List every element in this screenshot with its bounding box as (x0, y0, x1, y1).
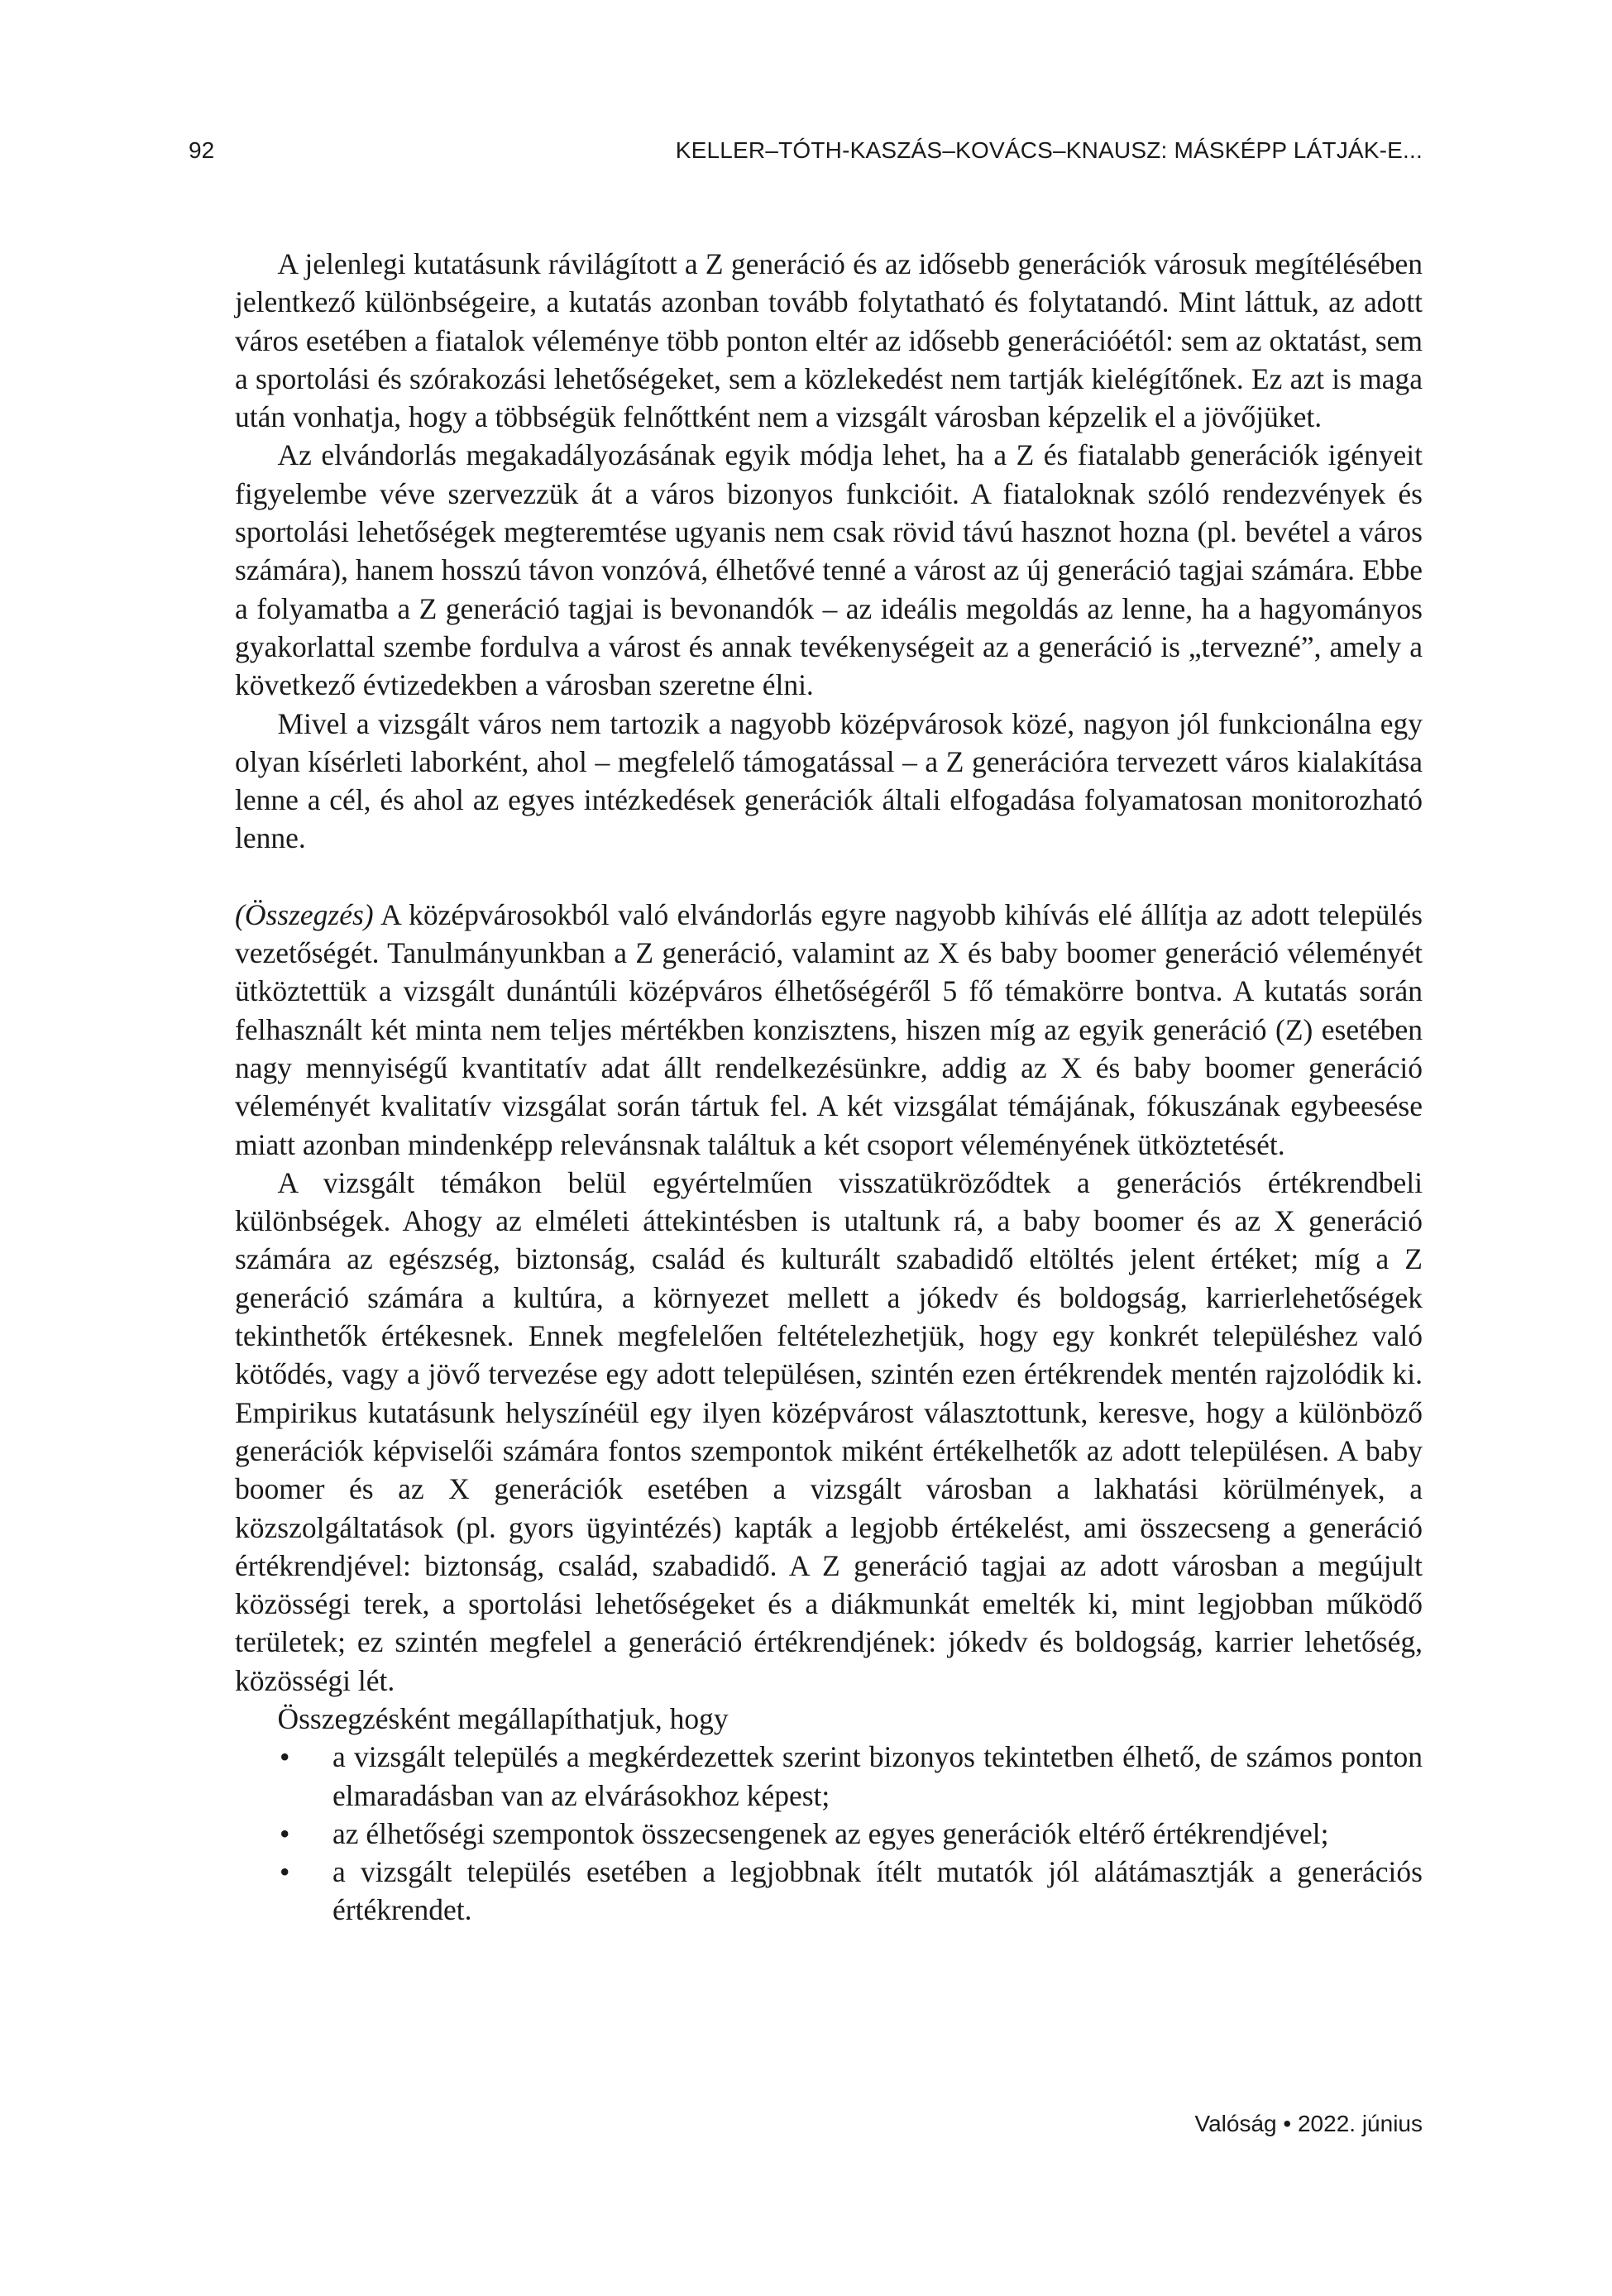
running-title: KELLER–TÓTH-KASZÁS–KOVÁCS–KNAUSZ: MÁSKÉPP LÁTJÁK-E... (675, 137, 1423, 163)
article-body (235, 245, 1423, 1930)
paragraph: Mivel a vizsgált város nem tartozik a nagyobb középvárosok közé, nagyon jól funkcionálna egy olyan kísérleti laborként, ahol – megfelelő támogatással – a Z generációra tervezett város kialakítása lenne a cél, és ahol az egyes intézkedések generációk általi elfogadása folyamatosan monitorozható lenne. (235, 706, 1423, 855)
bullet-icon: • (280, 1816, 290, 1850)
paragraph: Az elvándorlás megakadályozásának egyik módja lehet, ha a Z és fiatalabb generációk igényeit figyelembe véve szervezzük át a város bizonyos funkcióit. A fiataloknak szóló rendezvények és sportolási lehetőségek megteremtése ugyanis nem csak rövid távú hasznot hozna (pl. bevétel a város számára), hanem hosszú távon vonzóvá, élhetővé tenné a várost az új generáció tagjai számára. Ebbe a folyamatba a Z generáció tagjai is bevonandók – az ideális megoldás az lenne, ha a hagyományos gyakorlattal szembe fordulva a várost és annak tevékenységeit az a generáció is „tervezné”, amely a következő évtizedekben a városban szeretne élni. (235, 438, 1423, 702)
conclusion-intro: Összegzésként megállapíthatjuk, hogy (277, 1701, 729, 1735)
conclusion-list (235, 1738, 1423, 1929)
list-item-text: az élhetőségi szempontok összecsengenek az egyes generációk eltérő értékrendjével; (332, 1816, 1329, 1850)
list-item (280, 1738, 1423, 1815)
summary-lead: (Összegzés) (235, 897, 374, 931)
paragraph: A vizsgált témákon belül egyértelműen visszatükröződtek a generációs értékrendbeli különbségek. Ahogy az elméleti áttekintésben is utaltunk rá, a baby boomer és az X generáció számára az egészség, biztonság, család és kulturált szabadidő eltöltés jelent értéket; míg a Z generáció számára a kultúra, a környezet mellett a jókedv és boldogság, karrierlehetőségek tekinthetők értékesnek. Ennek megfelelően feltételezhetjük, hogy egy konkrét településhez való kötődés, vagy a jövő tervezése egy adott településen, szintén ezen értékrendek mentén rajzolódik ki. Empirikus kutatásunk helyszínéül egy ilyen középvárost választottunk, keresve, hogy a különböző generációk képviselői számára fontos szempontok miként értékelhetők az adott településen. A baby boomer és az X generációk esetében a vizsgált városban a lakhatási körülmények, a közszolgáltatások (pl. gyors ügyintézés) kapták a legjobb értékelést, ami összecseng a generáció értékrendjével: biztonság, család, szabadidő. A Z generáció tagjai az adott városban a megújult közösségi terek, a sportolási lehetőségeket és a diákmunkát emelték ki, mint legjobban működő területek; ez szintén megfelel a generáció értékrendjének: jókedv és boldogság, karrier lehetőség, közösségi lét. (235, 1165, 1423, 1697)
paragraph: A jelenlegi kutatásunk rávilágított a Z generáció és az idősebb generációk városuk megítélésében jelentkező különbségeire, a kutatás azonban tovább folytatható és folytatandó. Mint láttuk, az adott város esetében a fiatalok véleménye több ponton eltér az idősebb generációétól: sem az oktatást, sem a sportolási és szórakozási lehetőségeket, sem a közlekedést nem tartják kielégítőnek. Ez azt is maga után vonhatja, hogy a többségük felnőttként nem a vizsgált városban képzelik el a jövőjüket. (235, 247, 1423, 434)
bullet-icon: • (280, 1740, 290, 1774)
page-header (189, 134, 1423, 167)
summary-text: A középvárosokból való elvándorlás egyre nagyobb kihívás elé állítja az adott település vezetőségét. Tanulmányunkban a Z generáció, valamint az X és baby boomer generáció véleményét ütköztettük a vizsgált dunántúli középváros élhetőségéről 5 fő témakörre bontva. A kutatás során felhasznált két minta nem teljes mértékben konzisztens, hiszen míg az egyik generáció (Z) esetében nagy mennyiségű kvantitatív adat állt rendelkezésünkre, addig az X és baby boomer generáció véleményét kvalitatív vizsgálat során tártuk fel. A két vizsgálat témájának, fókuszának egybeesése miatt azonban mindenképp relevánsnak találtuk a két csoport véleményének ütköztetését. (235, 897, 1423, 1161)
bullet-icon: • (280, 1855, 290, 1889)
list-item-text: a vizsgált település a megkérdezettek szerint bizonyos tekintetben élhető, de számos ponton elmaradásban van az elvárásokhoz képest; (332, 1740, 1423, 1812)
page-footer: Valóság • 2022. június (1194, 2111, 1423, 2136)
list-item-text: a vizsgált település esetében a legjobbnak ítélt mutatók jól alátámasztják a generációs értékrendet. (332, 1855, 1423, 1927)
list-item (280, 1815, 1423, 1853)
summary-paragraph (235, 896, 1423, 1164)
list-item (280, 1853, 1423, 1930)
page-number: 92 (189, 137, 215, 163)
